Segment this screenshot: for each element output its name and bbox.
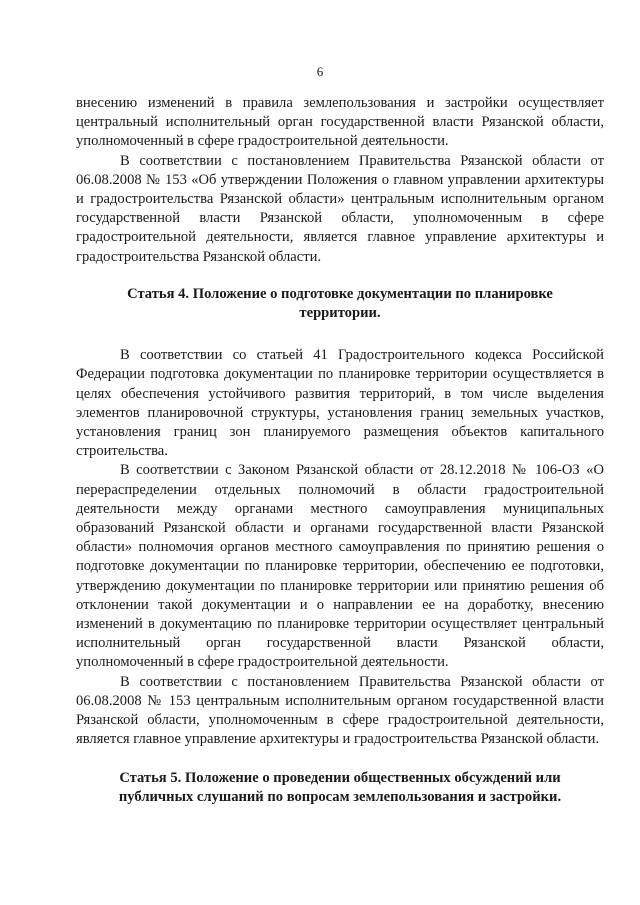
document-body [76,94,604,807]
article-4-paragraph: В соответствии с Законом Рязанской области от 28.12.2018 № 106-ОЗ «О перераспределении отдельных полномочий в области градостроительной деятельности между органами местного самоуправления муниципальных образований Рязанской области и органами государственной власти Рязанской области» полномочия органов местного самоуправления по принятию решения о подготовке документации по планировке территории, обеспечению ее подготовки, утверждению документации по планировке территории или принятию решения об отклонении такой документации и о направлении ее на доработку, внесению изменений в документацию по планировке территории осуществляет центральный исполнительный орган государственной власти Рязанской области, уполномоченный в сфере градостроительной деятельности. [76,462,604,671]
page-number: 6 [316,64,324,79]
article-5-heading: Статья 5. Положение о проведении общественных обсуждений или публичных слушаний по вопросам землепользования и застройки. [118,769,562,805]
paragraph-continuation: внесению изменений в правила землепользования и застройки осуществляет центральный исполнительный орган государственной власти Рязанской области, уполномоченный в сфере градостроительной деятельности. [76,95,604,150]
paragraph: В соответствии с постановлением Правительства Рязанской области от 06.08.2008 № 153 «Об утверждении Положения о главном управлении архитектуры и градостроительства Рязанской области» центральным исполнительным органом государственной власти Рязанской области, уполномоченным в сфере градостроительной деятельности, является главное управление архитектуры и градостроительства Рязанской области. [76,152,604,265]
article-4-heading: Статья 4. Положение о подготовке документации по планировке территории. [127,285,553,322]
article-4-paragraph: В соответствии с постановлением Правительства Рязанской области от 06.08.2008 № 153 центральным исполнительным органом государственной власти Рязанской области, уполномоченным в сфере градостроительной деятельности, является главное управление архитектуры и градостроительства Рязанской области. [76,673,604,748]
article-4-paragraph: В соответствии со статьей 41 Градостроительного кодекса Российской Федерации подготовка документации по планировке территории осуществляется в целях обеспечения устойчивого развития территорий, в том числе выделения элементов планировочной структуры, установления границ земельных участков, установления границ зон планируемого размещения объектов капитального строительства. [76,347,604,460]
